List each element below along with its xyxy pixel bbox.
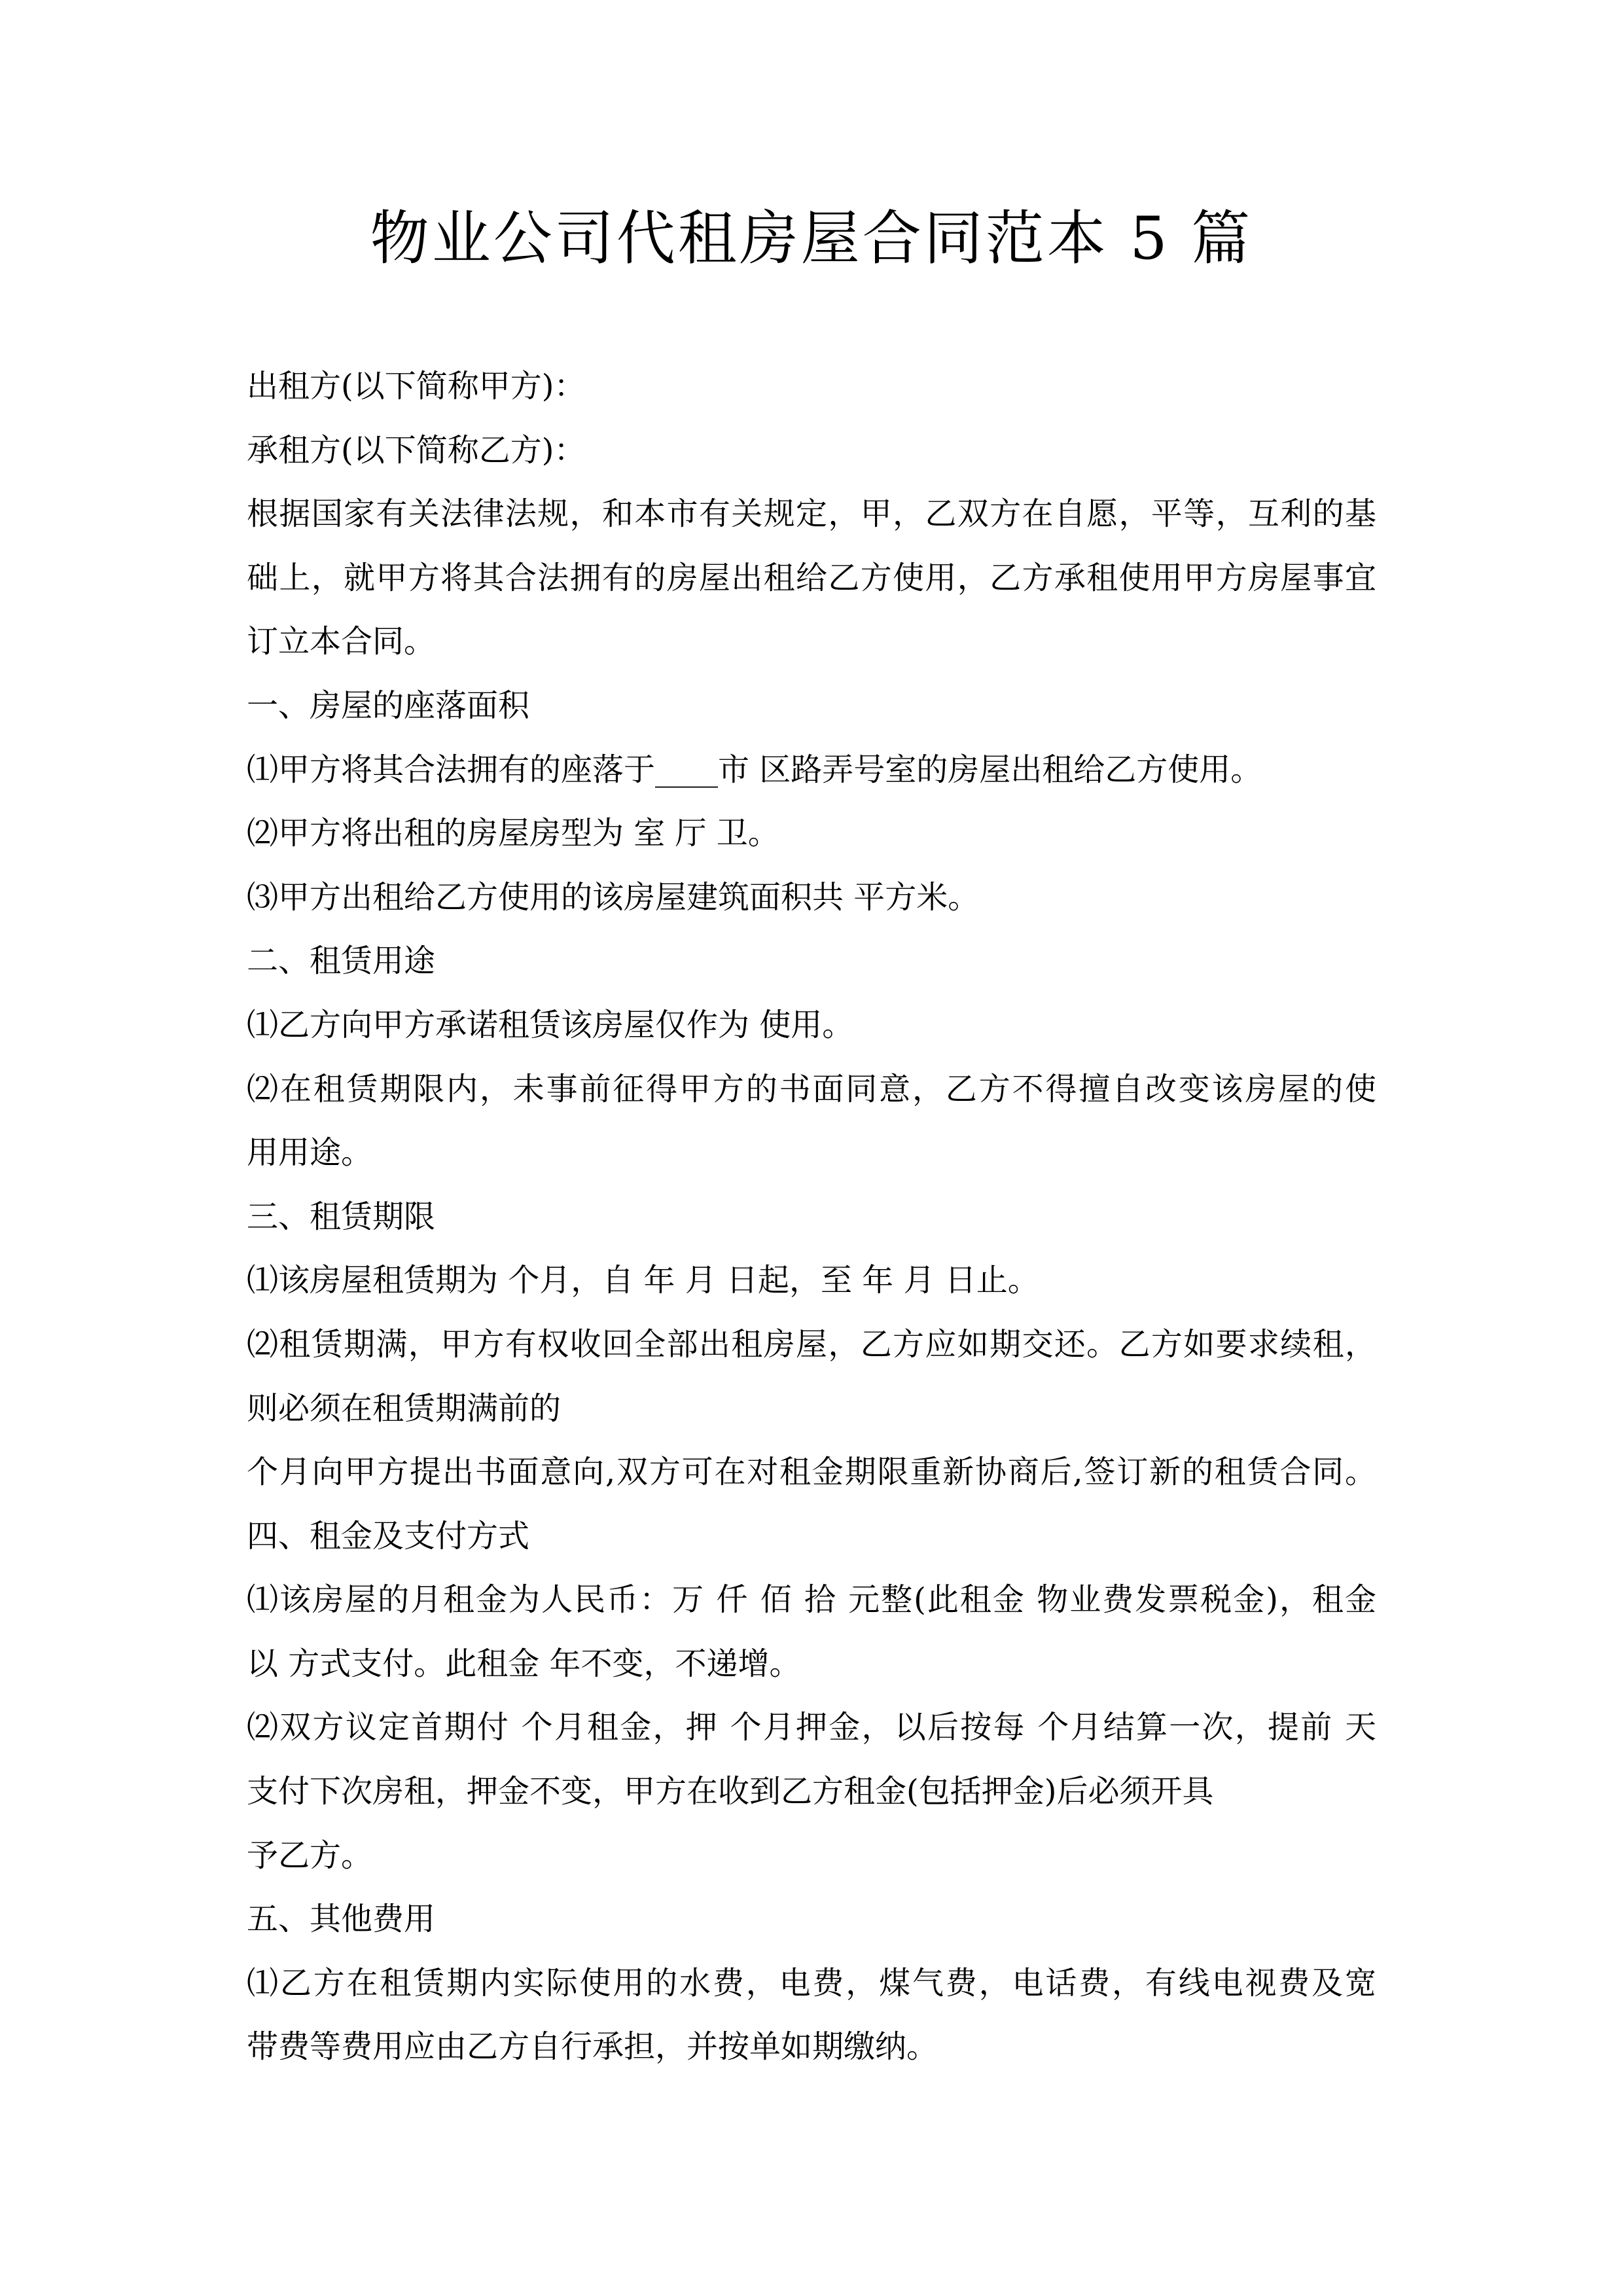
clause-line: 以 方式支付。此租金 年不变，不递增。	[247, 1645, 801, 1682]
clause-line: 则必须在租赁期满前的	[247, 1390, 562, 1427]
section-heading-2: 二、租赁用途	[247, 942, 436, 980]
clause-line: ⑵双方议定首期付 个月租金，押 个月押金，以后按每 个月结算一次，提前 天	[247, 1709, 1376, 1746]
clause-line: ⑴乙方在租赁期内实际使用的水费，电费，煤气费，电话费，有线电视费及宽	[247, 1964, 1376, 2001]
section-heading-5: 五、其他费用	[247, 1901, 436, 1938]
section-heading-4: 四、租金及支付方式	[247, 1517, 530, 1554]
clause-line: ⑴该房屋的月租金为人民币：万 仟 佰 拾 元整(此租金 物业费发票税金)，租金	[247, 1581, 1376, 1619]
clause-line: ⑴该房屋租赁期为 个月，自 年 月 日起，至 年 月 日止。	[247, 1262, 1039, 1299]
clause-line: ⑴乙方向甲方承诺租赁该房屋仅作为 使用。	[247, 1006, 854, 1043]
preamble-line: 订立本合同。	[247, 623, 436, 660]
preamble-line: 根据国家有关法律法规，和本市有关规定，甲，乙双方在自愿，平等，互利的基	[247, 495, 1376, 533]
clause-line: ⑵在租赁期限内，未事前征得甲方的书面同意，乙方不得擅自改变该房屋的使	[247, 1070, 1376, 1107]
clause-line: ⑶甲方出租给乙方使用的该房屋建筑面积共 平方米。	[247, 878, 980, 916]
clause-line: ⑵甲方将出租的房屋房型为 室 厅 卫。	[247, 815, 779, 852]
document-title: 物业公司代租房屋合同范本 5 篇	[370, 204, 1253, 273]
preamble-line: 础上，就甲方将其合法拥有的房屋出租给乙方使用，乙方承租使用甲方房屋事宜	[247, 559, 1376, 596]
party-a-line: 出租方(以下简称甲方)：	[247, 368, 586, 404]
clause-line: 用用途。	[247, 1134, 373, 1172]
clause-line: 带费等费用应由乙方自行承担，并按单如期缴纳。	[247, 2028, 938, 2066]
clause-line: 个月向甲方提出书面意向,双方可在对租金期限重新协商后,签订新的租赁合同。	[247, 1454, 1376, 1491]
document-body	[247, 355, 1385, 2079]
clause-line: 支付下次房租，押金不变，甲方在收到乙方租金(包括押金)后必须开具	[247, 1773, 1214, 1810]
party-b-line: 承租方(以下简称乙方)：	[247, 431, 586, 469]
clause-line: ⑵租赁期满，甲方有权收回全部出租房屋，乙方应如期交还。乙方如要求续租，	[247, 1325, 1376, 1363]
clause-line: ⑴甲方将其合法拥有的座落于____市 区路弄号室的房屋出租给乙方使用。	[247, 751, 1262, 788]
section-heading-3: 三、租赁期限	[247, 1198, 436, 1235]
section-heading-1: 一、房屋的座落面积	[247, 687, 530, 724]
clause-line: 予乙方。	[247, 1837, 373, 1874]
